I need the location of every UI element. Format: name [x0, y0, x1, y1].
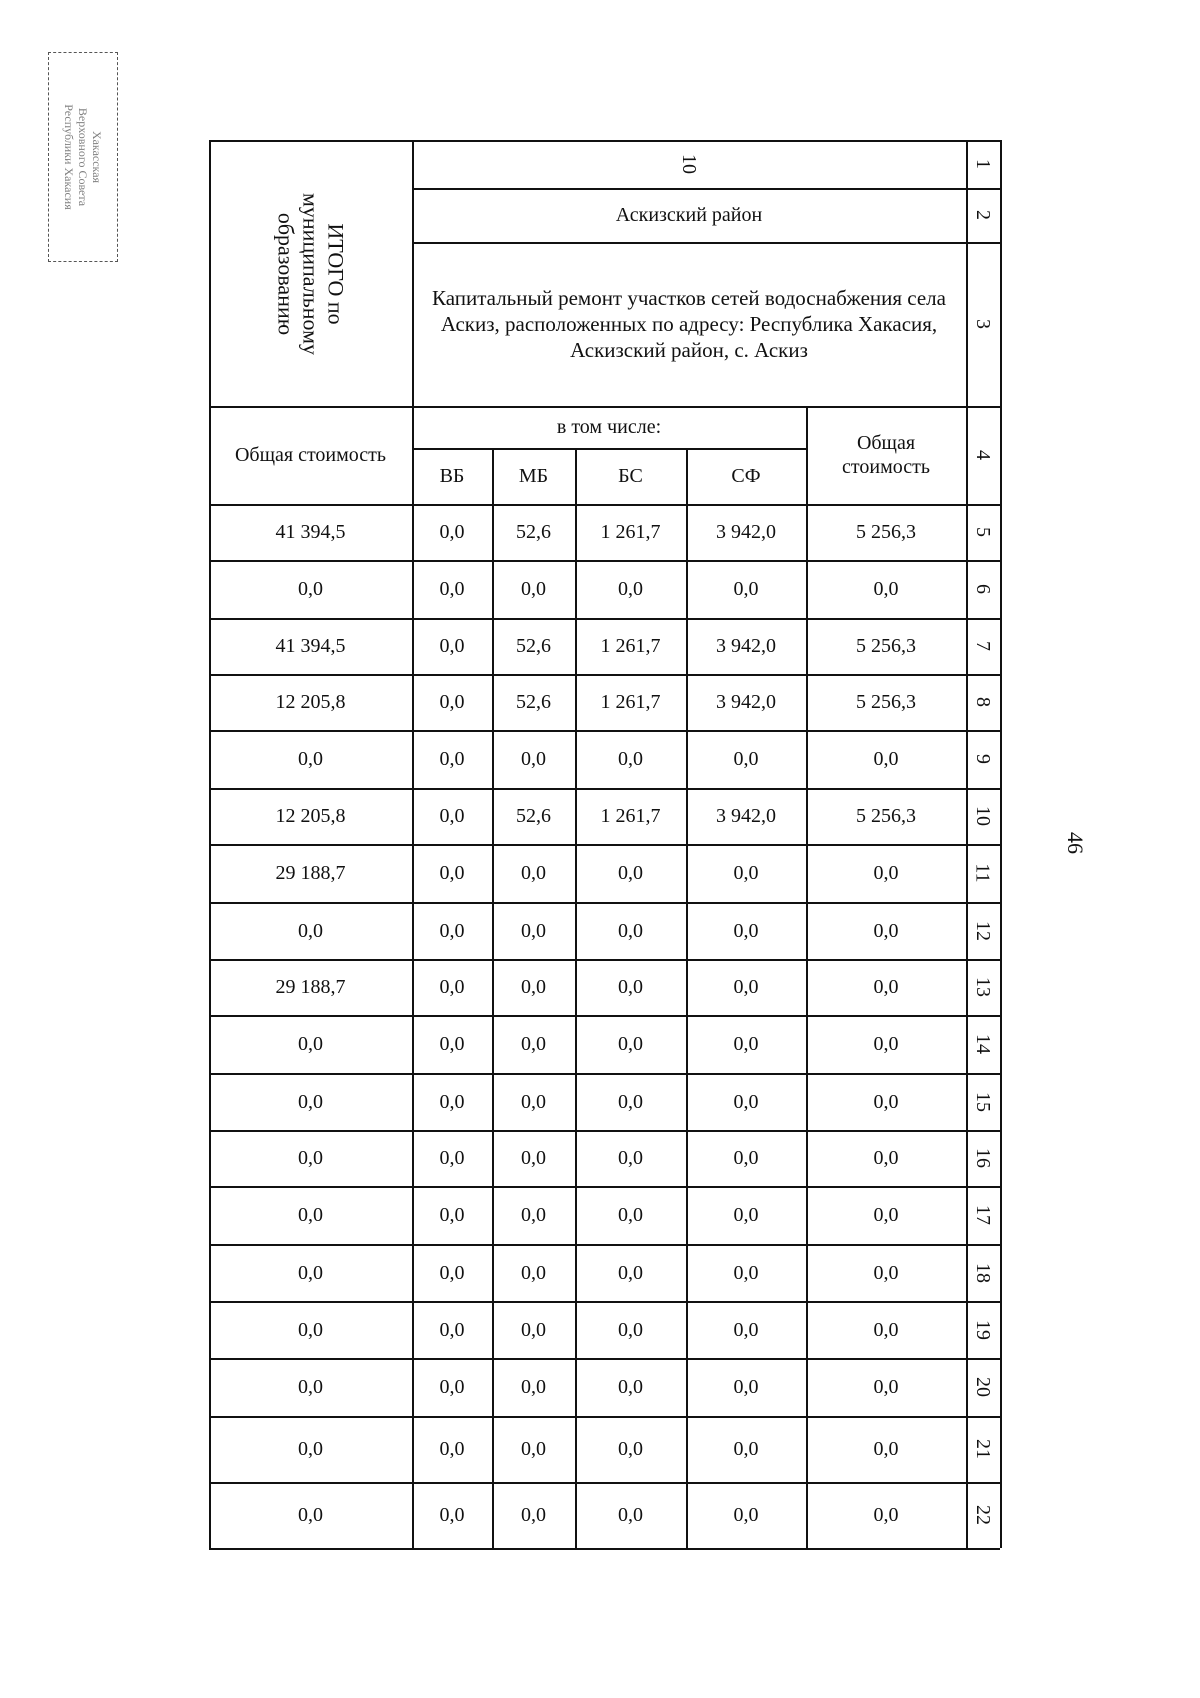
mb-cell: 0,0 — [521, 578, 546, 600]
table-rule — [1000, 140, 1002, 1548]
mb-cell: 0,0 — [521, 1204, 546, 1226]
bs-cell: 0,0 — [618, 1504, 643, 1526]
col-number: 15 — [972, 1091, 994, 1112]
vb-cell: 0,0 — [439, 1204, 465, 1226]
header-col1-value: 10 — [678, 154, 700, 174]
sf-cell: 0,0 — [733, 748, 759, 770]
project-description: Капитальный ремонт участков сетей водоснабжения села Аскиз, расположенных по адресу: Республика Хакасия, Аскизский район, с. Аскиз — [432, 286, 946, 362]
mb-cell: 0,0 — [521, 862, 546, 884]
col-number: 9 — [972, 754, 994, 764]
total-cost-cell: 0,0 — [873, 1504, 899, 1526]
col-number: 20 — [972, 1377, 994, 1397]
mb-cell: 0,0 — [521, 1147, 546, 1169]
sf-cell: 3 942,0 — [716, 805, 776, 827]
col-number: 12 — [972, 920, 994, 941]
col-number: 8 — [972, 697, 994, 707]
sf-cell: 3 942,0 — [716, 521, 776, 543]
total-cost-cell: 5 256,3 — [856, 805, 916, 827]
total-cost-cell: 0,0 — [873, 1090, 899, 1113]
total-cost-cell: 0,0 — [873, 1204, 899, 1226]
vb-cell: 0,0 — [439, 862, 465, 884]
page-number: 46 — [1063, 832, 1088, 854]
col-number: 17 — [972, 1205, 994, 1225]
mb-cell: 52,6 — [516, 805, 551, 827]
vb-cell: 0,0 — [439, 919, 465, 942]
total-cost-cell: 0,0 — [873, 1438, 899, 1460]
col-number: 14 — [972, 1034, 994, 1054]
stamp-line: Республики Хакасия — [62, 104, 76, 210]
mb-cell: 0,0 — [521, 1376, 546, 1398]
sf-cell: 0,0 — [733, 1261, 759, 1284]
table-rule — [209, 1548, 1000, 1550]
in-that-number-label: в том числе: — [556, 416, 662, 438]
summary-total-cell: 0,0 — [298, 1504, 323, 1526]
summary-total-cell: 0,0 — [298, 1090, 323, 1113]
col-number: 3 — [972, 319, 994, 329]
vb-cell: 0,0 — [439, 1261, 465, 1284]
summary-total-cell: 0,0 — [298, 919, 323, 942]
total-cost-cell: 0,0 — [873, 862, 899, 884]
col-number: 22 — [972, 1505, 994, 1525]
summary-total-cell: 41 394,5 — [275, 521, 346, 543]
summary-total-cell: 0,0 — [298, 1261, 323, 1284]
bs-cell: 0,0 — [618, 1033, 643, 1055]
col-number: 7 — [972, 641, 994, 651]
summary-total-cell: 0,0 — [298, 1204, 323, 1226]
sub-col-bs: БС — [618, 465, 643, 487]
mb-cell: 0,0 — [521, 976, 546, 998]
vb-cell: 0,0 — [439, 1318, 465, 1341]
district-name: Аскизский район — [615, 204, 763, 226]
vb-cell: 0,0 — [439, 805, 465, 827]
col-number: 13 — [972, 977, 994, 997]
sf-cell: 0,0 — [733, 578, 759, 600]
bs-cell: 0,0 — [618, 1147, 643, 1169]
vb-cell: 0,0 — [439, 1438, 465, 1460]
col-number: 19 — [972, 1319, 994, 1340]
total-col-title: Общая стоимость — [842, 432, 930, 478]
col-number: 10 — [972, 806, 994, 826]
total-cost-cell: 0,0 — [873, 1261, 899, 1284]
sf-cell: 0,0 — [733, 1504, 759, 1526]
sf-cell: 0,0 — [733, 1376, 759, 1398]
total-cost-cell: 5 256,3 — [856, 635, 916, 657]
bs-cell: 1 261,7 — [600, 805, 661, 827]
bs-cell: 0,0 — [618, 1090, 643, 1113]
sf-cell: 3 942,0 — [716, 691, 776, 713]
mb-cell: 52,6 — [516, 521, 551, 543]
summary-total-cell: 0,0 — [298, 748, 323, 770]
sf-cell: 3 942,0 — [716, 635, 776, 657]
vb-cell: 0,0 — [439, 976, 465, 998]
total-cost-cell: 0,0 — [873, 1033, 899, 1055]
sf-cell: 0,0 — [733, 1438, 759, 1460]
mb-cell: 0,0 — [521, 1504, 546, 1526]
sf-cell: 0,0 — [733, 1090, 759, 1113]
sf-cell: 0,0 — [733, 976, 759, 998]
vb-cell: 0,0 — [439, 1147, 465, 1169]
mb-cell: 0,0 — [521, 1033, 546, 1055]
summary-total-cell: 0,0 — [298, 1438, 323, 1460]
stamp-line: Хакасская — [90, 130, 104, 184]
bs-cell: 1 261,7 — [600, 635, 661, 657]
summary-total-cell: 12 205,8 — [275, 805, 346, 827]
col-number: 2 — [972, 210, 994, 220]
sub-col-vb: ВБ — [439, 465, 465, 487]
summary-total-cell: 0,0 — [298, 1318, 323, 1341]
vb-cell: 0,0 — [439, 1376, 465, 1398]
vb-cell: 0,0 — [439, 635, 465, 657]
bs-cell: 0,0 — [618, 578, 643, 600]
mb-cell: 0,0 — [521, 1090, 546, 1113]
bs-cell: 1 261,7 — [600, 691, 661, 713]
total-cost-cell: 5 256,3 — [856, 691, 916, 713]
registration-stamp — [48, 52, 118, 262]
vb-cell: 0,0 — [439, 578, 465, 600]
bs-cell: 0,0 — [618, 1261, 643, 1284]
sf-cell: 0,0 — [733, 1147, 759, 1169]
total-cost-cell: 5 256,3 — [856, 521, 916, 543]
summary-title-text: ИТОГО по муниципальному образованию — [273, 192, 349, 356]
vb-cell: 0,0 — [439, 1090, 465, 1113]
total-cost-cell: 0,0 — [873, 1376, 899, 1398]
summary-total-cell: 12 205,8 — [275, 691, 346, 713]
summary-title — [210, 142, 410, 406]
summary-total-cell: 0,0 — [298, 1033, 323, 1055]
sf-cell: 0,0 — [733, 1033, 759, 1055]
bs-cell: 0,0 — [618, 1438, 643, 1460]
col-number: 11 — [971, 863, 994, 883]
sf-cell: 0,0 — [733, 1204, 759, 1226]
col-number: 16 — [972, 1148, 994, 1168]
vb-cell: 0,0 — [439, 1504, 465, 1526]
summary-total-cell: 0,0 — [298, 1147, 323, 1169]
summary-total-cell: 0,0 — [298, 578, 323, 600]
summary-total-cell: 29 188,7 — [275, 976, 346, 998]
sub-col-mb: МБ — [518, 465, 549, 487]
vb-cell: 0,0 — [439, 691, 465, 713]
col-number: 1 — [972, 159, 994, 169]
bs-cell: 0,0 — [618, 919, 643, 942]
bs-cell: 0,0 — [618, 1318, 643, 1341]
bs-cell: 0,0 — [618, 1204, 643, 1226]
mb-cell: 52,6 — [516, 635, 551, 657]
summary-total-cell: 0,0 — [298, 1376, 323, 1398]
mb-cell: 0,0 — [521, 1318, 546, 1341]
sf-cell: 0,0 — [733, 919, 759, 942]
col-number: 5 — [972, 527, 994, 537]
col-number: 18 — [972, 1262, 994, 1283]
total-cost-cell: 0,0 — [873, 1147, 899, 1169]
mb-cell: 52,6 — [516, 691, 551, 713]
col-number: 4 — [972, 450, 994, 460]
total-cost-cell: 0,0 — [873, 748, 899, 770]
sf-cell: 0,0 — [733, 1318, 759, 1341]
summary-total-cell: 41 394,5 — [275, 635, 346, 657]
summary-col-title: Общая стоимость — [234, 444, 387, 466]
sub-col-sf: СФ — [731, 465, 761, 487]
bs-cell: 0,0 — [618, 862, 643, 884]
stamp-line: Верховного Совета — [76, 107, 90, 207]
vb-cell: 0,0 — [439, 1033, 465, 1055]
total-cost-cell: 0,0 — [873, 919, 899, 942]
vb-cell: 0,0 — [439, 748, 465, 770]
bs-cell: 0,0 — [618, 748, 643, 770]
total-cost-cell: 0,0 — [873, 1318, 899, 1341]
bs-cell: 0,0 — [618, 976, 643, 998]
summary-total-cell: 29 188,7 — [275, 862, 346, 884]
bs-cell: 1 261,7 — [600, 521, 661, 543]
mb-cell: 0,0 — [521, 748, 546, 770]
total-cost-cell: 0,0 — [873, 578, 899, 600]
bs-cell: 0,0 — [618, 1376, 643, 1398]
vb-cell: 0,0 — [439, 521, 465, 543]
col-number: 21 — [972, 1439, 994, 1459]
sf-cell: 0,0 — [733, 862, 759, 884]
mb-cell: 0,0 — [521, 1438, 546, 1460]
col-number: 6 — [972, 584, 994, 594]
mb-cell: 0,0 — [521, 919, 546, 942]
total-cost-cell: 0,0 — [873, 976, 899, 998]
mb-cell: 0,0 — [521, 1261, 546, 1284]
